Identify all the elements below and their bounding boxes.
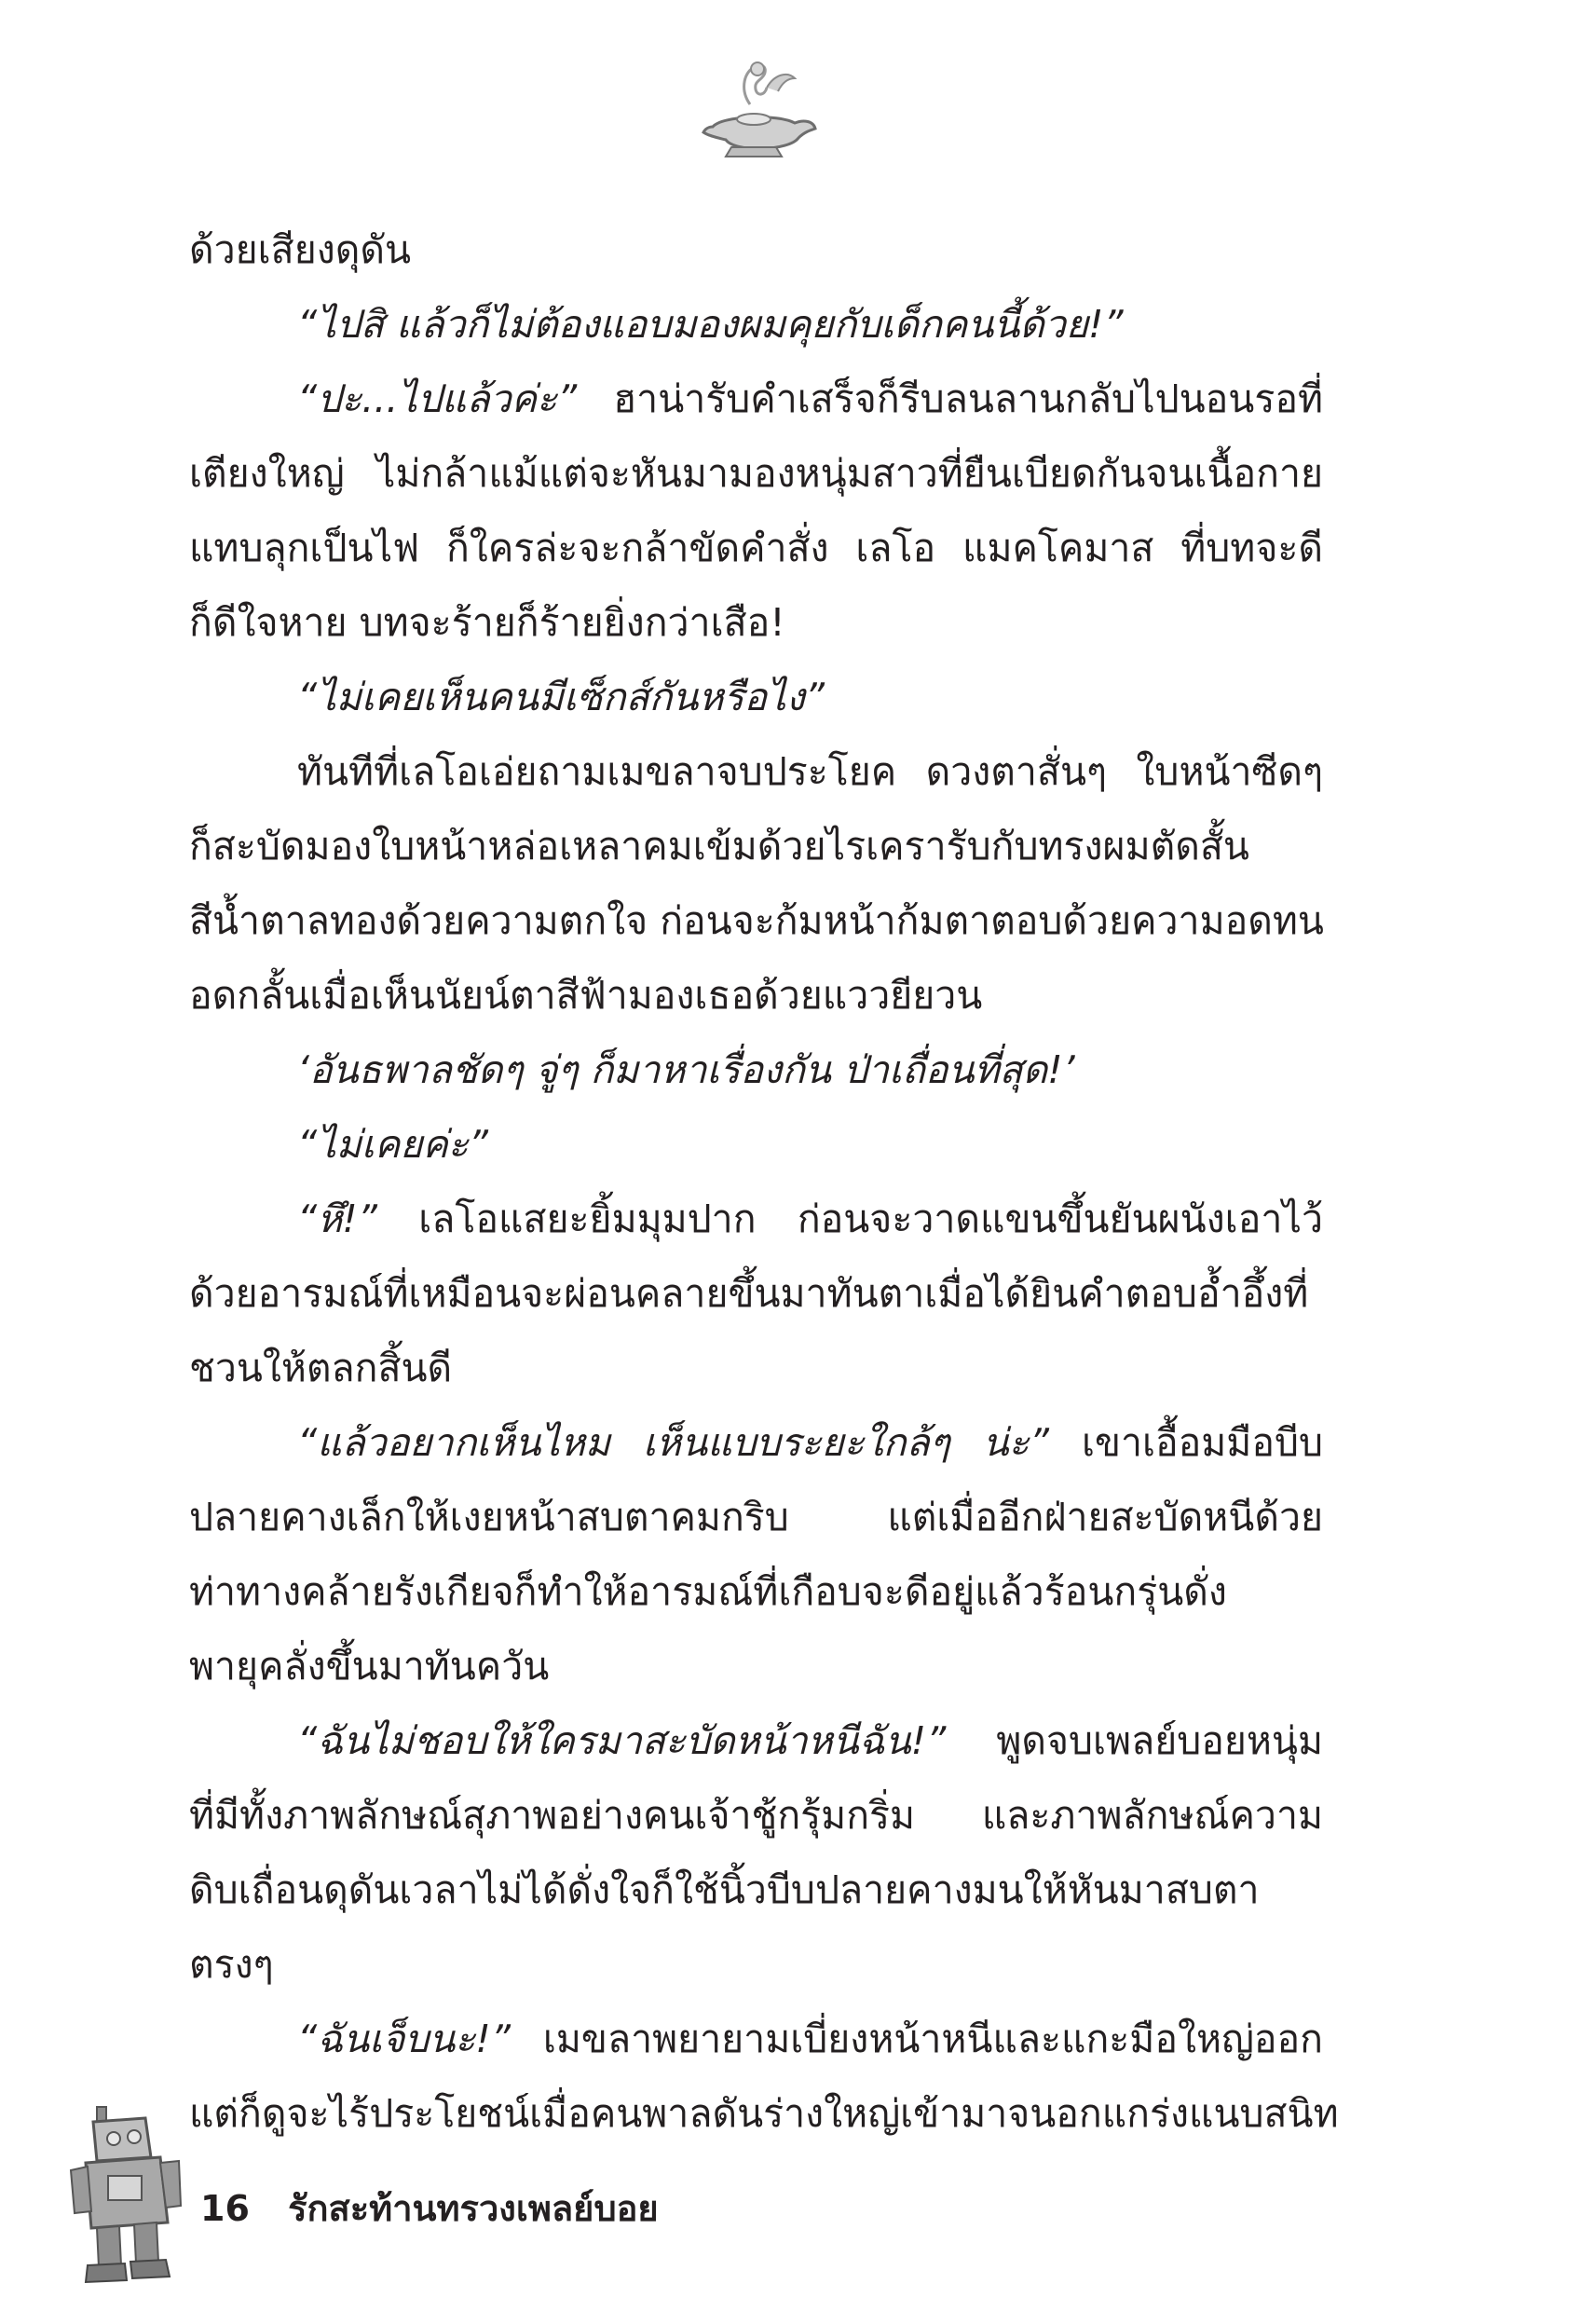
narration-text: เลโอแสยะยิ้มมุมปาก ก่อนจะวาดแขนขึ้นยันผนังเอาไว้ [376,1197,1323,1241]
paragraph-line [297,1405,1323,1480]
paragraph-line: พายุคลั่งขึ้นมาทันควัน [189,1644,550,1689]
dialogue-text: “ปะ...ไปแล้วค่ะ” [297,376,578,421]
paragraph-line: สีน้ำตาลทองด้วยความตกใจ ก่อนจะก้มหน้าก้มตาตอบด้วยความอดทน [189,898,1324,943]
thought-text: ‘อันธพาลชัดๆ จู่ๆ ก็มาหาเรื่องกัน ป่าเถื่อนที่สุด!’ [297,1047,1075,1092]
paragraph-line: เตียงใหญ่ ไม่กล้าแม้แต่จะหันมามองหนุ่มสาวที่ยืนเบียดกันจนเนื้อกาย [189,451,1323,496]
book-title: รักสะท้านทรวงเพลย์บอย [288,2188,659,2229]
paragraph-line: ท่าทางคล้ายรังเกียจก็ทำให้อารมณ์ที่เกือบจะดีอยู่แล้วร้อนกรุ่นดั่ง [189,1569,1227,1614]
paragraph-line [297,660,825,734]
narration-text: พูดจบเพลย์บอยหนุ่ม [946,1718,1323,1763]
dialogue-text: “แล้วอยากเห็นไหม เห็นแบบระยะใกล้ๆ น่ะ” [297,1420,1049,1465]
paragraph-line: ทันทีที่เลโอเอ่ยถามเมขลาจบประโยค ดวงตาสั่นๆ ใบหน้าซีดๆ [297,749,1323,794]
dialogue-text: “ไปสิ แล้วก็ไม่ต้องแอบมองผมคุยกับเด็กคนนี้ด้วย!” [297,302,1124,347]
paragraph-line [297,1703,1323,1778]
paragraph-line: ชวนให้ตลกสิ้นดี [189,1346,453,1390]
paragraph-line: แต่ก็ดูจะไร้ประโยชน์เมื่อคนพาลดันร่างใหญ่เข้ามาจนอกแกร่งแนบสนิท [189,2091,1339,2136]
paragraph-line [297,1107,488,1182]
paragraph-line [297,1032,1075,1107]
magic-lamp-genie-icon [685,47,825,168]
page-number: 16 [200,2188,250,2229]
paragraph-line: ก็สะบัดมองใบหน้าหล่อเหลาคมเข้มด้วยไรเครารับกับทรงผมตัดสั้น [189,824,1249,868]
robot-icon [65,2101,186,2288]
paragraph-line [297,362,1323,436]
dialogue-text: “หึ!” [297,1197,377,1241]
narration-text: ฮาน่ารับคำเสร็จก็รีบลนลานกลับไปนอนรอที่ [577,376,1323,421]
narration-text: เมขลาพยายามเบี่ยงหน้าหนีและแกะมือใหญ่ออก [510,2017,1323,2061]
paragraph-line: ตรงๆ [189,1942,274,1987]
page-footer [200,2181,659,2236]
paragraph-line [297,287,1124,362]
paragraph-line [297,1182,1323,1256]
dialogue-text: “ไม่เคยค่ะ” [297,1122,489,1167]
narration-text: เขาเอื้อมมือบีบ [1048,1420,1323,1465]
paragraph-line: ด้วยอารมณ์ที่เหมือนจะผ่อนคลายขึ้นมาทันตาเมื่อได้ยินคำตอบอ้ำอึ้งที่ [189,1271,1309,1316]
dialogue-text: “ฉันไม่ชอบให้ใครมาสะบัดหน้าหนีฉัน!” [297,1718,947,1763]
paragraph-line: แทบลุกเป็นไฟ ก็ใครล่ะจะกล้าขัดคำสั่ง เลโอ แมคโคมาส ที่บทจะดี [189,526,1323,570]
paragraph-line: ปลายคางเล็กให้เงยหน้าสบตาคมกริบ แต่เมื่ออีกฝ่ายสะบัดหนีด้วย [189,1495,1323,1539]
paragraph-line: อดกลั้นเมื่อเห็นนัยน์ตาสีฟ้ามองเธอด้วยแววยียวน [189,973,983,1018]
dialogue-text: “ไม่เคยเห็นคนมีเซ็กส์กันหรือไง” [297,675,825,719]
paragraph-line: ก็ดีใจหาย บทจะร้ายก็ร้ายยิ่งกว่าเสือ! [189,600,785,645]
paragraph-line: ดิบเถื่อนดุดันเวลาไม่ได้ดั่งใจก็ใช้นิ้วบีบปลายคางมนให้หันมาสบตา [189,1867,1260,1912]
paragraph-line: ที่มีทั้งภาพลักษณ์สุภาพอย่างคนเจ้าชู้กรุ้มกริ่ม และภาพลักษณ์ความ [189,1793,1323,1838]
paragraph-line: ด้วยเสียงดุดัน [189,227,412,272]
paragraph-line [297,2002,1323,2076]
dialogue-text: “ฉันเจ็บนะ!” [297,2017,511,2061]
